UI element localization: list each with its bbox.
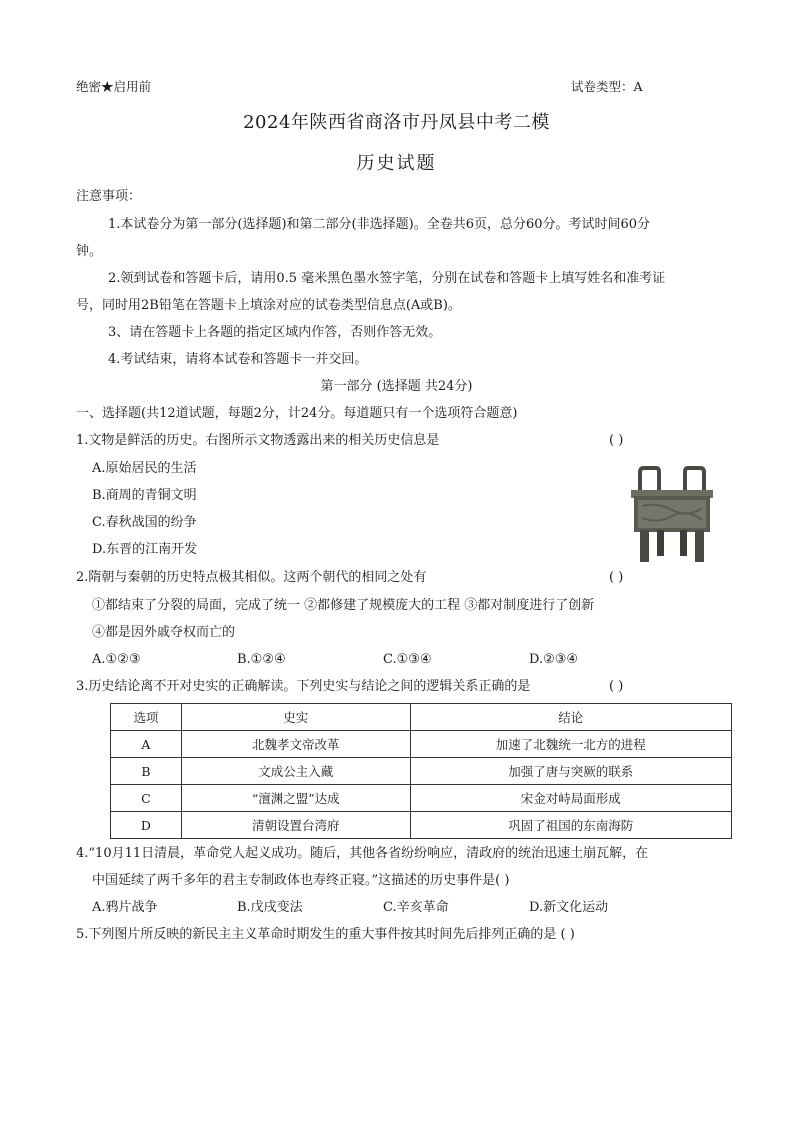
table-cell-fact: 北魏孝文帝改革 xyxy=(181,731,410,758)
question-2-option-d: D.②③④ xyxy=(529,652,579,667)
notice-item-1-line-1: 1.本试卷分为第一部分(选择题)和第二部分(非选择题)。全卷共6页，总分60分。考试时间60分 xyxy=(108,217,651,232)
question-1-option-d: D.东晋的江南开发 xyxy=(92,542,198,557)
table-cell-conclusion: 宋金对峙局面形成 xyxy=(410,785,731,812)
notice-item-4: 4.考试结束，请将本试卷和答题卡一并交回。 xyxy=(108,352,368,367)
table-cell-conclusion: 巩固了祖国的东南海防 xyxy=(410,812,731,839)
notice-item-1-line-2: 钟。 xyxy=(76,244,103,259)
bronze-ding-image xyxy=(626,466,718,566)
table-row xyxy=(111,812,732,839)
table-cell-option: C xyxy=(111,785,182,812)
table-cell-fact: “澶渊之盟”达成 xyxy=(181,785,410,812)
confidential-label: 绝密★启用前 xyxy=(76,79,152,94)
table-cell-option: B xyxy=(111,758,182,785)
notice-item-2-line-2: 号，同时用2B铅笔在答题卡上填涂对应的试卷类型信息点(A或B)。 xyxy=(76,298,461,313)
question-4-option-a: A.鸦片战争 xyxy=(92,900,158,915)
question-2-statements-line-2: ④都是因外戚夺权而亡的 xyxy=(92,625,236,640)
table-header-option: 选项 xyxy=(111,704,182,731)
question-4-option-c: C.辛亥革命 xyxy=(383,900,449,915)
table-cell-option: D xyxy=(111,812,182,839)
question-2-option-a: A.①②③ xyxy=(92,652,141,667)
question-4-stem-line-2: 中国延续了两千多年的君主专制政体也寿终正寝。”这描述的历史事件是( ) xyxy=(92,873,510,888)
question-1-answer-paren: ( ) xyxy=(609,433,624,448)
question-3-answer-paren: ( ) xyxy=(609,679,624,694)
part-one-title: 第一部分 (选择题 共24分) xyxy=(320,379,473,394)
exam-subtitle: 历史试题 xyxy=(356,153,437,174)
table-header-fact: 史实 xyxy=(181,704,410,731)
exam-title: 2024年陕西省商洛市丹凤县中考二模 xyxy=(243,112,550,133)
question-4-option-d: D.新文化运动 xyxy=(529,900,609,915)
question-5-stem: 5.下列图片所反映的新民主主义革命时期发生的重大事件按其时间先后排列正确的是 ( ) xyxy=(76,927,575,942)
question-2-statements-line-1: ①都结束了分裂的局面，完成了统一 ②都修建了规模庞大的工程 ③都对制度进行了创新 xyxy=(92,598,595,613)
question-2-option-c: C.①③④ xyxy=(383,652,432,667)
paper-type-label: 试卷类型：A xyxy=(571,79,643,94)
question-1-option-b: B.商周的青铜文明 xyxy=(92,488,197,503)
question-2-option-b: B.①②④ xyxy=(237,652,286,667)
notice-heading: 注意事项： xyxy=(76,189,142,204)
table-cell-fact: 清朝设置台湾府 xyxy=(181,812,410,839)
question-3-table xyxy=(110,703,732,839)
question-4-option-b: B.戊戌变法 xyxy=(237,900,303,915)
question-1-option-c: C.春秋战国的纷争 xyxy=(92,515,197,530)
notice-item-2-line-1: 2.领到试卷和答题卡后，请用0.5 毫米黑色墨水签字笔，分别在试卷和答题卡上填写姓名和准考证 xyxy=(108,271,666,286)
question-1-stem: 1.文物是鲜活的历史。右图所示文物透露出来的相关历史信息是 xyxy=(76,433,440,448)
question-2-answer-paren: ( ) xyxy=(609,570,624,585)
table-cell-conclusion: 加强了唐与突厥的联系 xyxy=(410,758,731,785)
table-row xyxy=(111,785,732,812)
table-cell-option: A xyxy=(111,731,182,758)
table-row xyxy=(111,731,732,758)
table-header-conclusion: 结论 xyxy=(410,704,731,731)
table-cell-fact: 文成公主入藏 xyxy=(181,758,410,785)
question-3-stem: 3.历史结论离不开对史实的正确解读。下列史实与结论之间的逻辑关系正确的是 xyxy=(76,679,531,694)
section-one-intro: 一、选择题(共12道试题，每题2分，计24分。每道题只有一个选项符合题意) xyxy=(76,406,518,421)
question-4-stem-line-1: 4.“10月11日清晨，革命党人起义成功。随后，其他各省纷纷响应，清政府的统治迅速土崩瓦解，在 xyxy=(76,846,649,861)
table-row xyxy=(111,758,732,785)
question-2-stem: 2.隋朝与秦朝的历史特点极其相似。这两个朝代的相同之处有 xyxy=(76,570,427,585)
table-header-row xyxy=(111,704,732,731)
table-cell-conclusion: 加速了北魏统一北方的进程 xyxy=(410,731,731,758)
question-1-option-a: A.原始居民的生活 xyxy=(92,461,197,476)
notice-item-3: 3、请在答题卡上各题的指定区域内作答，否则作答无效。 xyxy=(108,325,442,340)
